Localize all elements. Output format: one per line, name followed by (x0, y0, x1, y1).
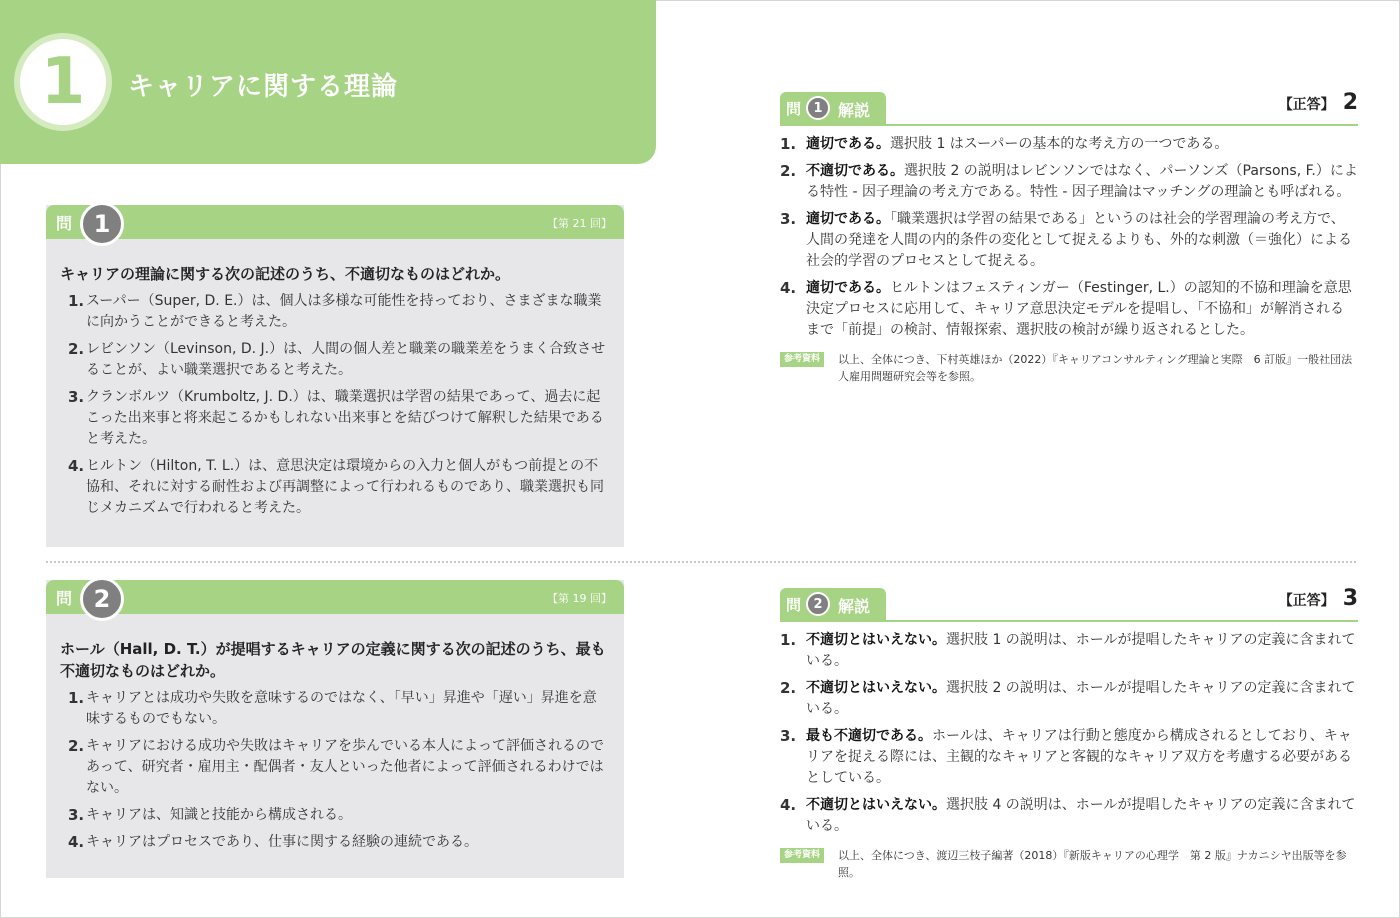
correct-answer-value: 2 (1342, 90, 1358, 115)
explanation-text: 選択肢 1 はスーパーの基本的な考え方の一つである。 (890, 136, 1229, 152)
explanation-verdict: 適切である。 (806, 280, 890, 296)
explanation-verdict: 不適切である。 (806, 163, 904, 179)
reference-text: 以上、全体につき、下村英雄ほか（2022）『キャリアコンサルティング理論と実際 6 訂版』一般社団法人雇用問題研究会等を参照。 (838, 353, 1353, 383)
answer-title: 解説 (838, 101, 871, 120)
reference-badge: 参考資料 (780, 352, 824, 367)
explanation-verdict: 最も不適切である。 (806, 728, 932, 744)
answer-question-label: 問 (786, 596, 802, 614)
correct-answer (1279, 90, 1358, 115)
choice-item (60, 387, 610, 450)
explanation-number: 3. (780, 210, 797, 228)
explanation-item (780, 161, 1358, 203)
reference-badge: 参考資料 (780, 848, 824, 863)
explanation-verdict: 不適切とはいえない。 (806, 680, 946, 696)
correct-answer-label: 【正答】 (1278, 593, 1335, 609)
chapter-number-badge (14, 33, 112, 131)
explanation-text: 「職業選択は学習の結果である」というのは社会的学習理論の考え方で、人間の発達を人間の内的条件の変化として捉えるよりも、外的な刺激（＝強化）による社会的学習のプロセスとして捉える。 (806, 211, 1352, 269)
choice-text: ヒルトン（Hilton, T. L.）は、意思決定は環境からの入力と個人がもつ前提との不協和、それに対する耐性および再調整によって行われるものであり、職業選択も同じメカニズムで行われると考えた。 (86, 458, 604, 516)
choice-list (60, 291, 610, 519)
choice-number: 3. (68, 806, 85, 824)
explanation-item (780, 678, 1358, 720)
choice-text: クランボルツ（Krumboltz, J. D.）は、職業選択は学習の結果であって、過去に起こった出来事と将来起こるかもしれない出来事とを結びつけて解釈した結果であると考えた。 (86, 389, 604, 447)
explanation-text: 選択肢 1 の説明は、ホールが提唱したキャリアの定義に含まれている。 (806, 632, 1356, 669)
chapter-title: キャリアに関する理論 (128, 72, 399, 102)
choice-item (60, 688, 610, 730)
answer-number-badge: 2 (806, 592, 830, 616)
choice-number: 1. (68, 689, 85, 707)
question-panel-1 (46, 205, 624, 547)
reference-text: 以上、全体につき、渡辺三枝子編著（2018）『新版キャリアの心理学 第 2 版』ナカニシヤ出版等を参照。 (838, 849, 1347, 879)
explanation-list (780, 134, 1358, 341)
explanation-verdict: 不適切とはいえない。 (806, 797, 946, 813)
choice-number: 1. (68, 292, 85, 310)
explanation-number: 2. (780, 679, 797, 697)
chapter-header (0, 0, 656, 164)
answer-question-label: 問 (786, 100, 802, 118)
answer-header (780, 90, 1358, 126)
explanation-text: 選択肢 4 の説明は、ホールが提唱したキャリアの定義に含まれている。 (806, 797, 1356, 834)
answer-number-badge: 1 (806, 96, 830, 120)
choice-number: 4. (68, 457, 85, 475)
question-label: 問 (56, 214, 73, 233)
explanation-text: ホールは、キャリアは行動と態度から構成されるとしており、キャリアを捉える際には、主観的なキャリアと客観的なキャリア双方を考慮する必要があるとしている。 (806, 728, 1352, 786)
explanation-verdict: 適切である。 (806, 136, 890, 152)
explanation-number: 2. (780, 162, 797, 180)
question-panel-2 (46, 580, 624, 878)
explanation-item (780, 209, 1358, 272)
section-divider (46, 561, 1356, 563)
explanation-item (780, 134, 1358, 155)
explanation-item (780, 278, 1358, 341)
choice-item (60, 832, 610, 853)
chapter-number: 1 (40, 45, 86, 119)
explanation-number: 3. (780, 727, 797, 745)
choice-item (60, 805, 610, 826)
choice-text: キャリアは、知識と技能から構成される。 (86, 807, 352, 823)
correct-answer (1279, 586, 1358, 611)
reference-note (780, 351, 1358, 385)
explanation-text: 選択肢 2 の説明は、ホールが提唱したキャリアの定義に含まれている。 (806, 680, 1356, 717)
choice-number: 2. (68, 340, 85, 358)
explanation-text: ヒルトンはフェスティンガー（Festinger, L.）の認知的不協和理論を意思決定プロセスに応用して、キャリア意思決定モデルを提唱し、「不協和」が解消されるまで「前提」の検討、情報探索、選択肢の検討が繰り返されるとした。 (806, 280, 1352, 338)
choice-text: スーパー（Super, D. E.）は、個人は多様な可能性を持っており、さまざまな職業に向かうことができると考えた。 (86, 293, 602, 330)
question-number-badge: 1 (80, 202, 124, 246)
question-label: 問 (56, 589, 73, 608)
question-header-bar (46, 205, 624, 239)
question-body (60, 263, 610, 519)
choice-text: キャリアはプロセスであり、仕事に関する経験の連続である。 (86, 834, 478, 850)
correct-answer-value: 3 (1342, 586, 1358, 611)
question-text: キャリアの理論に関する次の記述のうち、不適切なものはどれか。 (60, 265, 511, 283)
answer-section-2 (780, 586, 1358, 881)
answer-tab (780, 588, 886, 620)
choice-text: キャリアにおける成功や失敗はキャリアを歩んでいる本人によって評価されるのであって、研究者・雇用主・配偶者・友人といった他者によって評価されるわけではない。 (86, 738, 604, 796)
choice-number: 2. (68, 737, 85, 755)
exam-round: 【第 19 回】 (547, 592, 612, 605)
explanation-number: 1. (780, 135, 797, 153)
answer-section-1 (780, 90, 1358, 385)
choice-text: レビンソン（Levinson, D. J.）は、人間の個人差と職業の職業差をうまく合致させることが、よい職業選択であると考えた。 (86, 341, 606, 378)
choice-list (60, 688, 610, 853)
explanation-item (780, 726, 1358, 789)
explanation-number: 4. (780, 796, 797, 814)
answer-header (780, 586, 1358, 622)
choice-item (60, 456, 610, 519)
choice-number: 3. (68, 388, 85, 406)
choice-item (60, 736, 610, 799)
explanation-verdict: 不適切とはいえない。 (806, 632, 946, 648)
explanation-item (780, 795, 1358, 837)
question-body (60, 638, 610, 853)
explanation-number: 4. (780, 279, 797, 297)
question-number-badge: 2 (80, 577, 124, 621)
choice-item (60, 291, 610, 333)
reference-note (780, 847, 1358, 881)
explanation-list (780, 630, 1358, 837)
explanation-number: 1. (780, 631, 797, 649)
answer-tab (780, 92, 886, 124)
explanation-text: 選択肢 2 の説明はレビンソンではなく、パーソンズ（Parsons, F.）による特性 - 因子理論の考え方である。特性 - 因子理論はマッチングの理論とも呼ばれる。 (806, 163, 1358, 200)
correct-answer-label: 【正答】 (1278, 97, 1335, 113)
explanation-item (780, 630, 1358, 672)
exam-round: 【第 21 回】 (547, 217, 612, 230)
answer-title: 解説 (838, 597, 871, 616)
choice-text: キャリアとは成功や失敗を意味するのではなく、「早い」昇進や「遅い」昇進を意味するものでもない。 (86, 690, 597, 727)
choice-number: 4. (68, 833, 85, 851)
explanation-verdict: 適切である。 (806, 211, 890, 227)
question-text: ホール（Hall, D. T.）が提唱するキャリアの定義に関する次の記述のうち、最も不適切なものはどれか。 (60, 640, 606, 680)
question-header-bar (46, 580, 624, 614)
choice-item (60, 339, 610, 381)
